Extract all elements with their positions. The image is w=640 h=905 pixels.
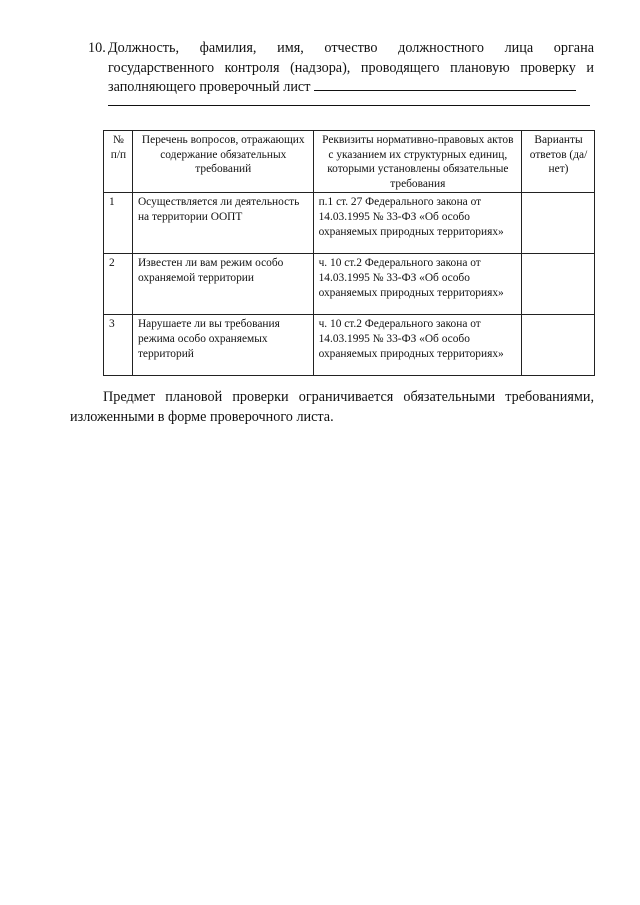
item-10-line-2: государственного контроля (надзора), проводящего плановую проверку и <box>108 59 594 76</box>
subject-line-1: Предмет плановой проверки ограничивается обязательными требованиями, <box>103 389 594 405</box>
row-num: 3 <box>104 315 133 376</box>
row-num: 2 <box>104 254 133 315</box>
header-acts: Реквизиты нормативно-правовых актов с указанием их структурных единиц, которыми установлены обязательные требования <box>313 131 521 193</box>
header-num: № п/п <box>104 131 133 193</box>
row-acts: п.1 ст. 27 Федерального закона от 14.03.1995 № 33-ФЗ «Об особо охраняемых природных территориях» <box>313 193 521 254</box>
subject-paragraph <box>70 388 594 427</box>
inspector-name-blank[interactable] <box>314 78 576 91</box>
row-question: Нарушаете ли вы требования режима особо охраняемых территорий <box>132 315 313 376</box>
item-10-text <box>108 39 594 98</box>
checklist-table <box>103 130 595 376</box>
row-question: Осуществляется ли деятельность на территории ООПТ <box>132 193 313 254</box>
row-num: 1 <box>104 193 133 254</box>
table-row <box>104 254 595 315</box>
row-question: Известен ли вам режим особо охраняемой территории <box>132 254 313 315</box>
subject-line-2: изложенными в форме проверочного листа. <box>70 408 334 425</box>
table-row <box>104 193 595 254</box>
header-question: Перечень вопросов, отражающих содержание обязательных требований <box>132 131 313 193</box>
item-10-line-1: Должность, фамилия, имя, отчество должностного лица органа <box>108 40 594 56</box>
header-answers: Варианты ответов (да/нет) <box>522 131 595 193</box>
item-10-block <box>88 39 594 98</box>
inspector-name-blank-line[interactable] <box>108 105 590 106</box>
item-number: 10. <box>88 40 106 56</box>
row-acts: ч. 10 ст.2 Федерального закона от 14.03.1995 № 33-ФЗ «Об особо охраняемых природных территориях» <box>313 315 521 376</box>
row-acts: ч. 10 ст.2 Федерального закона от 14.03.1995 № 33-ФЗ «Об особо охраняемых природных территориях» <box>313 254 521 315</box>
row-answer-cell[interactable] <box>522 315 595 376</box>
row-answer-cell[interactable] <box>522 254 595 315</box>
row-answer-cell[interactable] <box>522 193 595 254</box>
table-header-row <box>104 131 595 193</box>
table-row <box>104 315 595 376</box>
item-10-line-3 <box>108 79 576 95</box>
item-10-line-3-text: заполняющего проверочный лист <box>108 79 311 95</box>
